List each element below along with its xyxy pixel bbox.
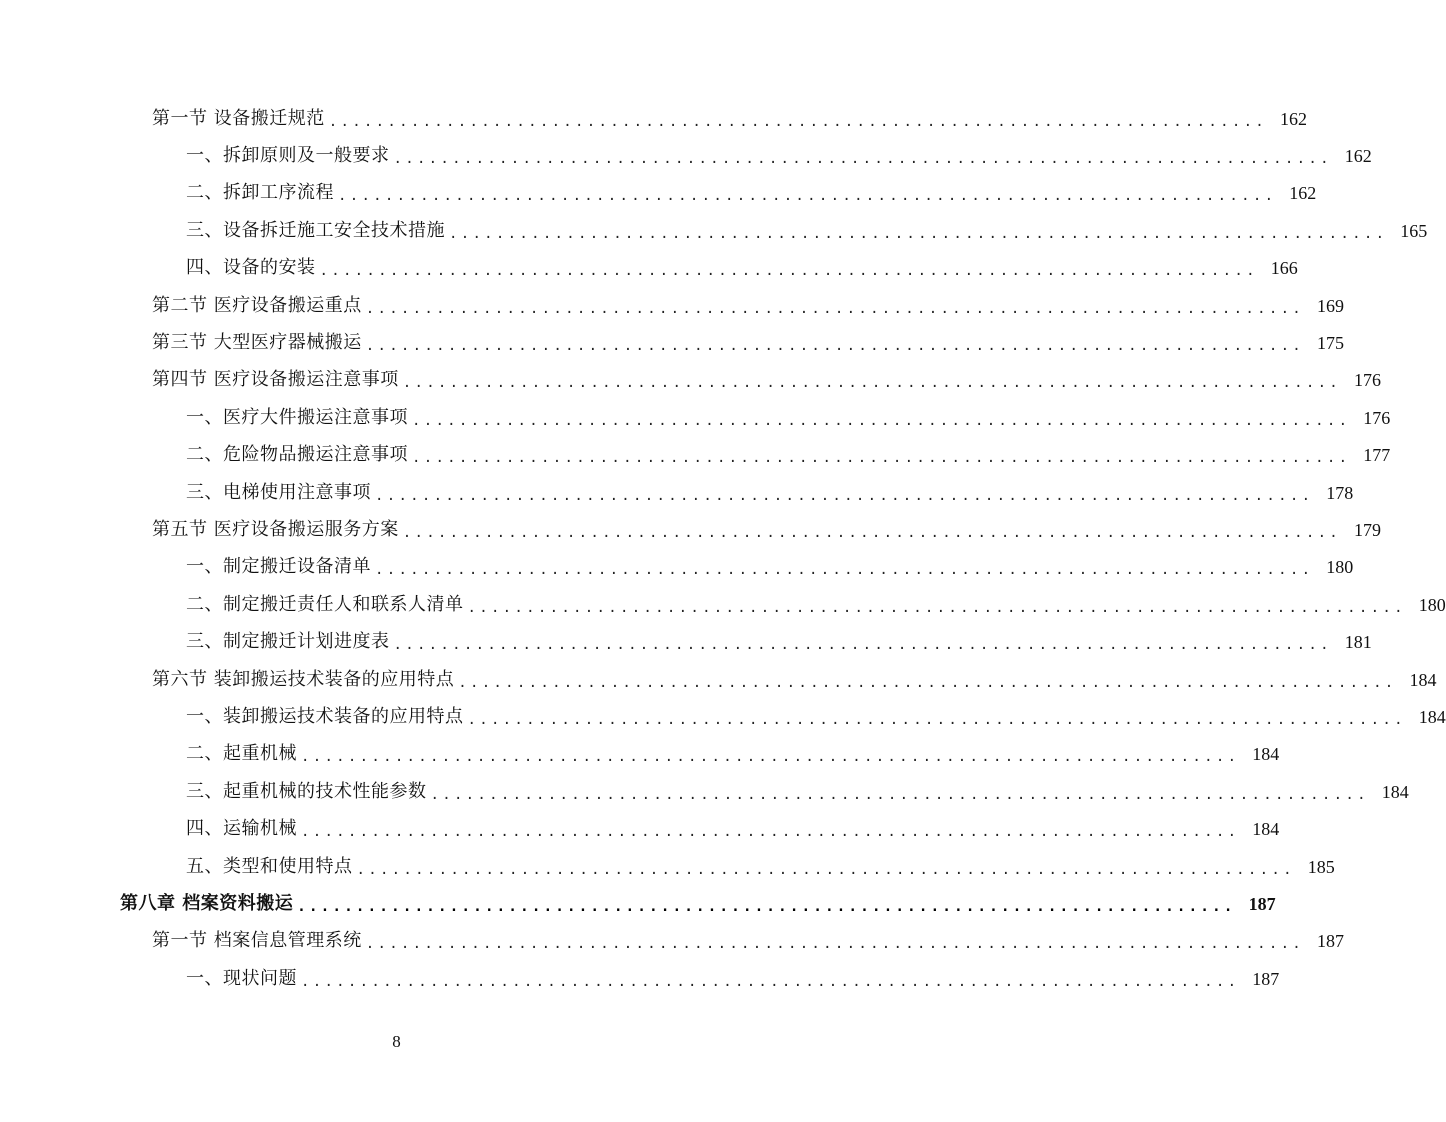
- toc-entry-title: 第八章 档案资料搬运: [120, 892, 294, 914]
- toc-page-number: 184: [1418, 706, 1446, 727]
- dot-leader: ................................................................................: [365, 936, 1305, 953]
- toc-entry[interactable]: [0, 474, 1354, 511]
- toc-page-number: 162: [1289, 183, 1317, 204]
- dot-leader: ................................................................................: [356, 861, 1295, 878]
- toc-page-number: 176: [1354, 370, 1382, 391]
- toc-page-number: 185: [1307, 856, 1335, 877]
- toc-entry[interactable]: [0, 923, 1345, 960]
- dot-leader: ................................................................................: [467, 599, 1406, 616]
- toc-entry[interactable]: [0, 773, 1409, 810]
- dot-leader: ................................................................................: [467, 711, 1406, 728]
- toc-entry-title: 一、医疗大件搬运注意事项: [186, 406, 408, 428]
- toc-page-number: 179: [1354, 519, 1382, 540]
- toc-entry[interactable]: [0, 437, 1391, 474]
- dot-leader: ................................................................................: [338, 188, 1277, 205]
- toc-entry[interactable]: [0, 250, 1298, 287]
- toc-entry[interactable]: [0, 511, 1382, 548]
- toc-entry[interactable]: [0, 623, 1372, 660]
- toc-entry[interactable]: [0, 362, 1382, 399]
- toc-page-number: 175: [1317, 333, 1345, 354]
- toc-page-number: 180: [1326, 557, 1354, 578]
- toc-entry-title: 三、电梯使用注意事项: [186, 481, 371, 503]
- toc-entry[interactable]: [0, 100, 1308, 137]
- toc-entry-title: 二、制定搬迁责任人和联系人清单: [186, 593, 464, 615]
- toc-entry[interactable]: [0, 810, 1280, 847]
- toc-page-number: 181: [1344, 632, 1372, 653]
- toc-page-number: 162: [1344, 146, 1372, 167]
- toc-entry-title: 第六节 装卸搬运技术装备的应用特点: [152, 668, 455, 690]
- toc-entry-title: 一、拆卸原则及一般要求: [186, 145, 390, 167]
- dot-leader: ................................................................................: [365, 300, 1305, 317]
- toc-page-number: 165: [1400, 220, 1428, 241]
- toc-entry-title: 第五节 医疗设备搬运服务方案: [152, 518, 399, 540]
- toc-page-number: 187: [1317, 931, 1345, 952]
- toc-entry[interactable]: [0, 698, 1446, 735]
- toc-chapter-entry[interactable]: [0, 885, 1276, 922]
- toc-entry-title: 三、制定搬迁计划进度表: [186, 631, 390, 653]
- toc-entry-title: 第二节 医疗设备搬运重点: [152, 294, 362, 316]
- toc-entry-title: 三、设备拆迁施工安全技术措施: [186, 219, 445, 241]
- dot-leader: ................................................................................: [458, 674, 1397, 691]
- dot-leader: ................................................................................: [402, 524, 1342, 541]
- dot-leader: ................................................................................: [412, 412, 1351, 429]
- toc-entry-title: 第一节 档案信息管理系统: [152, 930, 362, 952]
- toc-entry-title: 二、起重机械: [186, 743, 297, 765]
- dot-leader: ................................................................................: [393, 637, 1332, 654]
- toc-entry[interactable]: [0, 736, 1280, 773]
- dot-leader: ................................................................................: [393, 151, 1332, 168]
- toc-page-number: 162: [1280, 108, 1308, 129]
- dot-leader: ................................................................................: [365, 338, 1305, 355]
- toc-page-number: 184: [1252, 819, 1280, 840]
- toc-page-number: 187: [1248, 893, 1276, 914]
- dot-leader: ................................................................................: [375, 487, 1314, 504]
- dot-leader: ................................................................................: [449, 225, 1388, 242]
- toc-page-number: 178: [1326, 482, 1354, 503]
- toc-page-number: 184: [1252, 744, 1280, 765]
- table-of-contents: [0, 100, 1446, 997]
- toc-entry-title: 第三节 大型医疗器械搬运: [152, 332, 362, 354]
- dot-leader: ................................................................................: [301, 824, 1240, 841]
- dot-leader: ................................................................................: [375, 562, 1314, 579]
- toc-entry-title: 第一节 设备搬迁规范: [152, 107, 325, 129]
- dot-leader: ................................................................................: [402, 375, 1342, 392]
- toc-entry[interactable]: [0, 212, 1428, 249]
- toc-page-number: 180: [1418, 594, 1446, 615]
- toc-entry[interactable]: [0, 175, 1317, 212]
- dot-leader: ................................................................................: [297, 898, 1236, 915]
- toc-entry-title: 五、类型和使用特点: [186, 855, 353, 877]
- toc-page-number: 184: [1381, 781, 1409, 802]
- toc-entry[interactable]: [0, 661, 1437, 698]
- toc-page-number: 184: [1409, 669, 1437, 690]
- toc-entry[interactable]: [0, 324, 1345, 361]
- toc-page-number: 177: [1363, 445, 1391, 466]
- toc-entry-title: 三、起重机械的技术性能参数: [186, 780, 427, 802]
- dot-leader: ................................................................................: [319, 263, 1258, 280]
- toc-entry[interactable]: [0, 287, 1345, 324]
- toc-entry-title: 四、设备的安装: [186, 257, 316, 279]
- dot-leader: ................................................................................: [301, 749, 1240, 766]
- dot-leader: ................................................................................: [412, 450, 1351, 467]
- toc-entry[interactable]: [0, 960, 1280, 997]
- toc-entry-title: 二、危险物品搬运注意事项: [186, 444, 408, 466]
- toc-entry-title: 一、制定搬迁设备清单: [186, 556, 371, 578]
- toc-entry[interactable]: [0, 399, 1391, 436]
- dot-leader: ................................................................................: [430, 786, 1369, 803]
- toc-entry-title: 一、现状问题: [186, 967, 297, 989]
- toc-entry-title: 第四节 医疗设备搬运注意事项: [152, 369, 399, 391]
- toc-entry-title: 二、拆卸工序流程: [186, 182, 334, 204]
- toc-entry[interactable]: [0, 848, 1335, 885]
- toc-page-number: 176: [1363, 407, 1391, 428]
- page-footer-number: 8: [392, 1032, 401, 1051]
- dot-leader: ................................................................................: [301, 973, 1240, 990]
- toc-page-number: 169: [1317, 295, 1345, 316]
- toc-entry-title: 一、装卸搬运技术装备的应用特点: [186, 705, 464, 727]
- toc-entry[interactable]: [0, 549, 1354, 586]
- toc-entry[interactable]: [0, 586, 1446, 623]
- toc-entry-title: 四、运输机械: [186, 818, 297, 840]
- toc-page-number: 187: [1252, 968, 1280, 989]
- toc-page-number: 166: [1270, 258, 1298, 279]
- dot-leader: ................................................................................: [328, 113, 1268, 130]
- toc-entry[interactable]: [0, 137, 1372, 174]
